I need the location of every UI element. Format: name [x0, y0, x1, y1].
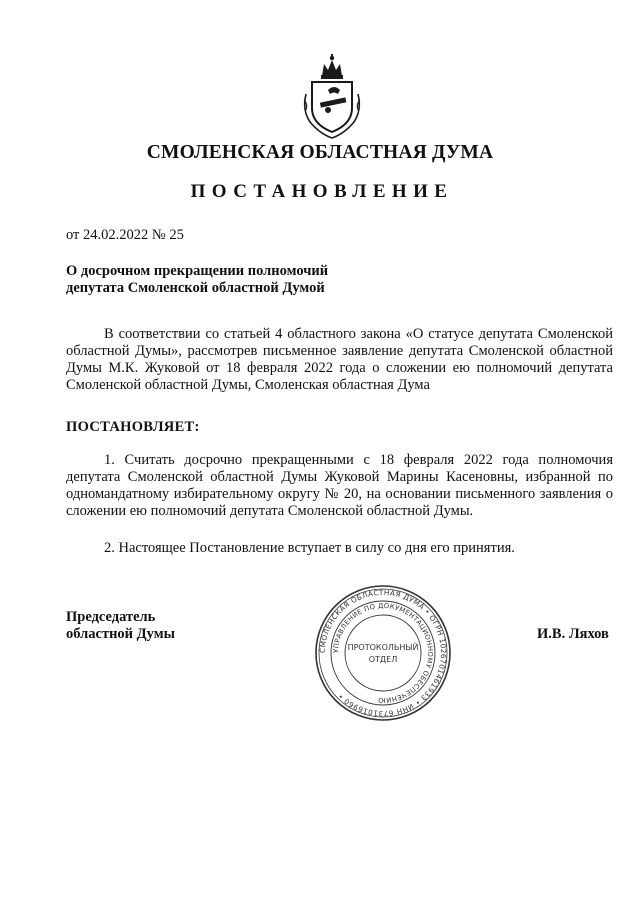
signer-name: И.В. Ляхов: [537, 626, 609, 642]
organization-title: СМОЛЕНСКАЯ ОБЛАСТНАЯ ДУМА: [146, 142, 494, 163]
document-date-number: от 24.02.2022 № 25: [66, 227, 184, 243]
resolution-item-2: 2. Настоящее Постановление вступает в силу со дня его принятия.: [104, 540, 515, 556]
seal-center-line-1: ПРОТОКОЛЬНЫЙ: [347, 643, 419, 652]
seal-outer-ring-text: СМОЛЕНСКАЯ ОБЛАСТНАЯ ДУМА • ОГРН 1026701461933 • ИНН 6731016960 •: [317, 587, 449, 719]
document-subject: [66, 263, 366, 297]
intro-paragraph: В соответствии со статьей 4 областного закона «О статусе депутата Смоленской областной Думы», рассмотрев письменное заявление депутата Смоленской областной Думы М.К. Жуковой от 18 февраля 2022 года о сложении ею полномочий депутата Смоленской областной Думы, Смоленская областная Дума: [66, 326, 613, 393]
signer-position-line-2: областной Думы: [66, 626, 175, 642]
resolution-item-1: 1. Считать досрочно прекращенными с 18 февраля 2022 года полномочия депутата Смоленской областной Думы Жуковой Марины Касеновны, избранной по одномандатному избирательному округу № 20, на основании письменного заявления о сложении ею полномочий депутата Смоленской областной Думы.: [66, 452, 613, 519]
seal-center-line-2: ОТДЕЛ: [368, 655, 398, 664]
subject-line-1: О досрочном прекращении полномочий: [66, 263, 329, 279]
seal-inner-ring-text: УПРАВЛЕНИЕ ПО ДОКУМЕНТАЦИОННОМУ ОБЕСПЕЧЕНИЮ: [331, 601, 435, 705]
subject-line-2: депутата Смоленской областной Думой: [66, 280, 325, 296]
smolensk-coat-of-arms-icon: [300, 54, 364, 140]
official-stamp-icon: [314, 584, 452, 722]
signer-position-line-1: Председатель: [66, 609, 156, 625]
document-type-heading: ПОСТАНОВЛЕНИЕ: [190, 181, 454, 202]
signer-position: [66, 609, 175, 643]
svg-text:УПРАВЛЕНИЕ ПО ДОКУМЕНТАЦИОННОМ: [332, 602, 434, 704]
resolves-heading: ПОСТАНОВЛЯЕТ:: [66, 419, 200, 435]
